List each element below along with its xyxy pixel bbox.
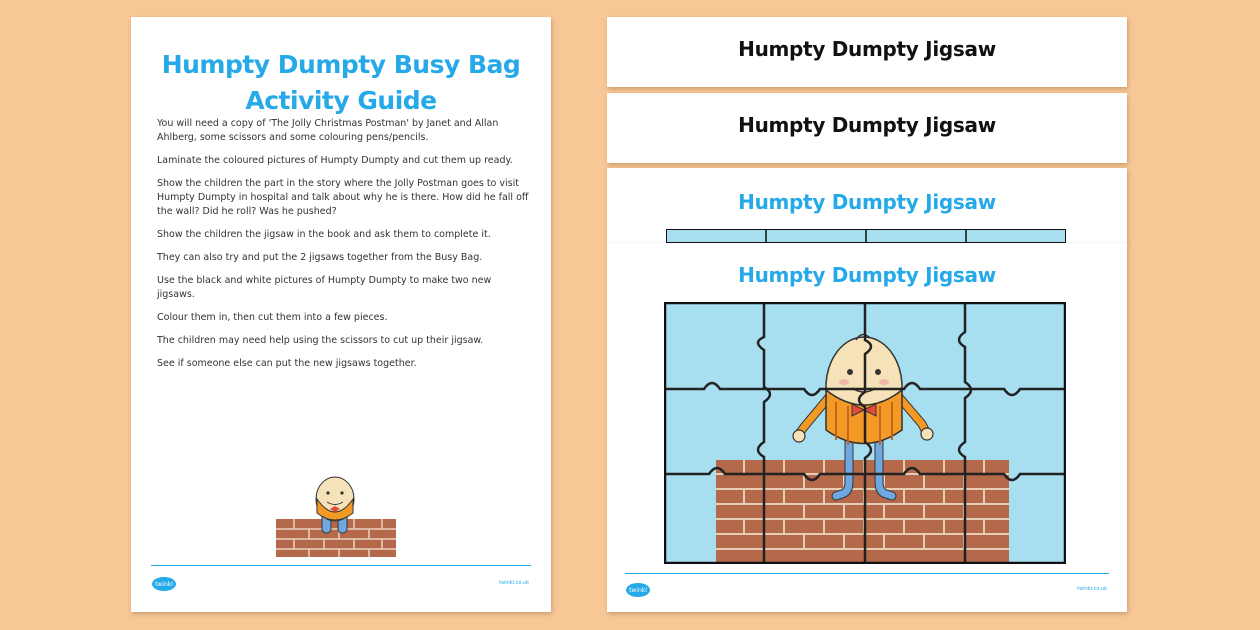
instruction-paragraph: You will need a copy of 'The Jolly Christmas Postman' by Janet and Allan Ahlberg, some scissors and some colouring pens/pencils.: [157, 118, 499, 143]
svg-text:twinkl: twinkl: [155, 581, 173, 588]
instruction-paragraph: They can also try and put the 2 jigsaws together from the Busy Bag.: [157, 252, 483, 263]
footer-divider: [625, 573, 1109, 574]
instruction-paragraph: Use the black and white pictures of Humpty Dumpty to make two new jigsaws.: [157, 275, 492, 300]
guide-title: [131, 47, 551, 119]
footer-url: twinkl.co.uk: [499, 580, 529, 586]
guide-title-line2: Activity Guide: [245, 86, 437, 115]
instruction-paragraph: Laminate the coloured pictures of Humpty Dumpty and cut them up ready.: [157, 155, 513, 166]
jigsaw-page-title: Humpty Dumpty Jigsaw: [738, 190, 996, 214]
twinkl-logo-icon: [151, 575, 177, 593]
activity-guide-page: [131, 17, 551, 612]
guide-instructions: [157, 117, 531, 380]
instruction-paragraph: Show the children the jigsaw in the book and ask them to complete it.: [157, 229, 491, 240]
jigsaw-page-title: Humpty Dumpty Jigsaw: [738, 37, 996, 61]
twinkl-logo-icon: [625, 581, 651, 599]
jigsaw-page-2: [607, 93, 1127, 163]
footer-divider: [151, 565, 531, 566]
guide-title-line1: Humpty Dumpty Busy Bag: [161, 50, 521, 79]
jigsaw-page-4: [607, 243, 1127, 612]
jigsaw-page-1: [607, 17, 1127, 87]
instruction-paragraph: Colour them in, then cut them into a few pieces.: [157, 312, 388, 323]
instruction-paragraph: See if someone else can put the new jigsaws together.: [157, 358, 417, 369]
humpty-dumpty-illustration: [274, 469, 399, 559]
svg-text:twinkl: twinkl: [629, 587, 647, 594]
jigsaw-page-title: Humpty Dumpty Jigsaw: [738, 263, 996, 287]
jigsaw-page-title: Humpty Dumpty Jigsaw: [738, 113, 996, 137]
instruction-paragraph: The children may need help using the scissors to cut up their jigsaw.: [157, 335, 484, 346]
humpty-dumpty-jigsaw-puzzle: [664, 302, 1066, 564]
jigsaw-preview-strip: [666, 229, 1066, 243]
instruction-paragraph: Show the children the part in the story where the Jolly Postman goes to visit Humpty Dumpty in hospital and talk about why he is there. How did he fall off the wall? Did he roll? Was he pushed?: [157, 178, 529, 217]
jigsaw-page-3: [607, 168, 1127, 243]
footer-url: twinkl.co.uk: [1077, 586, 1107, 592]
